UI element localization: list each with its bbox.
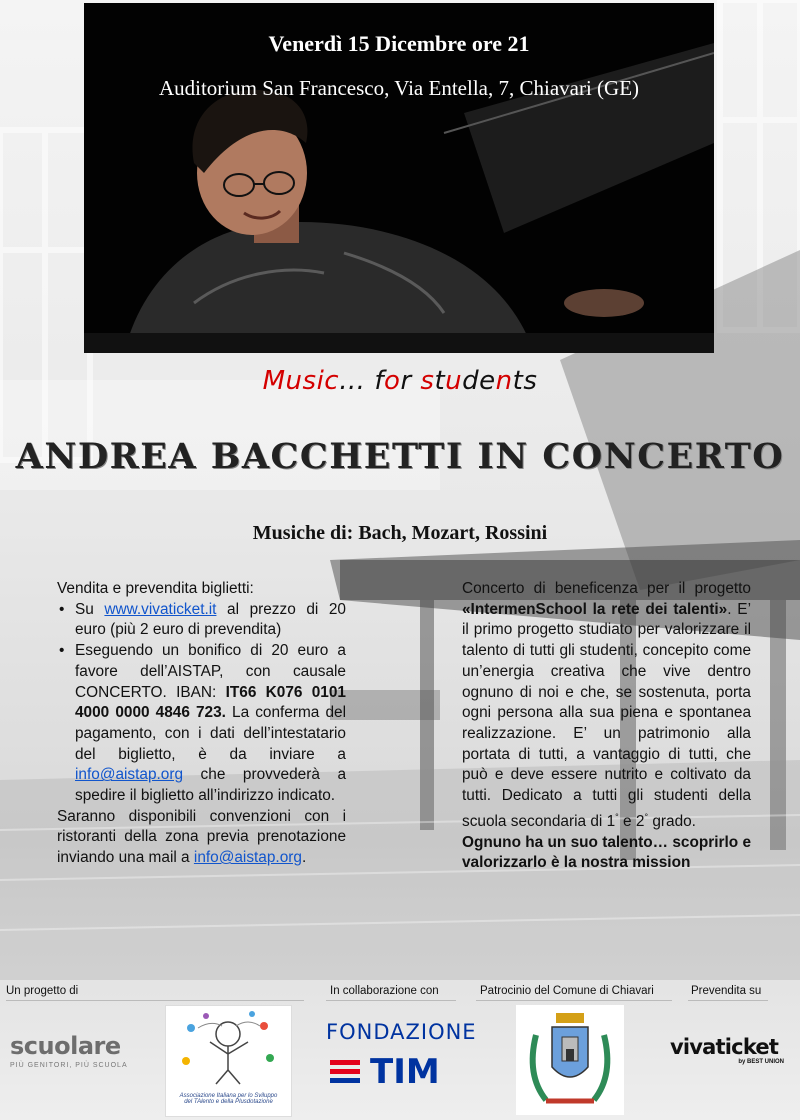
subtitle-part: ts: [512, 366, 538, 396]
aistap-email-link-2[interactable]: info@aistap.org: [193, 849, 302, 867]
subtitle-music-for-students: [0, 366, 800, 396]
scuolare-logo: [10, 1032, 160, 1072]
restaurants-end: .: [301, 849, 307, 867]
degree-sup-2: °: [644, 811, 649, 822]
aistap-email-link[interactable]: info@aistap.org: [75, 766, 184, 784]
vivaticket-sub: by BEST UNION: [738, 1059, 784, 1065]
ticket-item-prefix: Su: [75, 600, 105, 618]
scuolare-wordmark: scuolare: [10, 1032, 121, 1060]
bank-transfer-text: Eseguendo un bonifico di 20 euro a favore dell’AISTAP, con causale CONCERTO. IBAN:: [75, 642, 346, 701]
bank-transfer-end: che provvederà a spedire il biglietto all’indirizzo indicato.: [75, 766, 346, 805]
project-body-mid: e 2: [618, 812, 645, 830]
event-venue: Auditorium San Francesco, Via Entella, 7, Chiavari (GE): [158, 76, 640, 100]
ticket-item-suffix: al prezzo di 20 euro (più 2 euro di prevendita): [75, 600, 346, 639]
bank-transfer-confirm: La conferma del pagamento, con i dati dell’intestatario del biglietto, è da inviare a: [75, 704, 346, 763]
subtitle-part: f: [374, 366, 385, 396]
subtitle-part: M: [262, 366, 286, 396]
footer-label-presale: Prevendita su: [691, 985, 762, 997]
subtitle-part: u: [445, 366, 463, 396]
vivaticket-logo: [670, 1035, 790, 1075]
project-intro-end: .: [727, 600, 732, 618]
project-body-end: grado.: [648, 812, 696, 830]
tickets-list: [57, 600, 346, 807]
tickets-heading: Vendita e prevendita biglietti:: [57, 580, 254, 597]
subtitle-part: n: [495, 366, 513, 396]
subtitle-part: …: [339, 366, 375, 396]
footer-divider: [688, 1000, 768, 1001]
degree-sup-1: °: [615, 811, 619, 822]
scuolare-tagline: PIÙ GENITORI, PIÙ SCUOLA: [10, 1062, 128, 1069]
footer-label-project: Un progetto di: [6, 985, 79, 997]
fondazione-tim-logo: [326, 1020, 476, 1100]
pianist-photo: [84, 3, 714, 353]
coat-of-arms-icon: [516, 1005, 624, 1115]
aistap-caption-1: Associazione Italiana per lo Sviluppo: [179, 1093, 278, 1099]
aistap-illustration: [166, 1006, 291, 1088]
bullet-icon: •: [59, 600, 65, 618]
restaurants-note: [57, 807, 346, 869]
subtitle-part: o: [384, 366, 401, 396]
concert-headline: ANDREA BACCHETTI IN CONCERTO: [15, 436, 785, 477]
event-date-time: Venerdì 15 Dicembre ore 21: [268, 31, 530, 56]
footer-divider: [476, 1000, 672, 1001]
tim-mark-icon: [326, 1054, 366, 1090]
vivaticket-link[interactable]: www.vivaticket.it: [104, 600, 217, 618]
subtitle-part: de: [462, 366, 496, 396]
subtitle-part: r: [400, 366, 421, 396]
project-section: [462, 579, 751, 874]
footer-label-patronage: Patrocinio del Comune di Chiavari: [480, 985, 654, 997]
project-body: E’ il primo progetto studiato per valorizzare il talento di tutti gli studenti, concepito come un’energia creativa che vive dentro ognuno di noi e che, se sostenuta, porta ogni persona alla sua piena e spontanea realizzazione. E’ un patrimonio alla portata di tutti, a vantaggio di tutti, che può e deve essere nutrito e coltivato da tutti. Dedicato a tutti gli studenti della scuola secondaria di 1: [462, 600, 751, 830]
vivaticket-wordmark: vivaticket: [670, 1035, 779, 1059]
chiavari-coat-of-arms: [516, 1005, 624, 1115]
tim-word: TIM: [370, 1052, 440, 1092]
subtitle-part: usic: [285, 366, 340, 396]
footer-divider: [6, 1000, 304, 1001]
restaurants-text: Saranno disponibili convenzioni con i ristoranti della zona previa prenotazione inviando una mail a: [57, 807, 346, 867]
iban-code: IT66 K076 0101 4000 0000 4846 723.: [75, 683, 346, 722]
composers-line: Musiche di: Bach, Mozart, Rossini: [252, 522, 548, 544]
subtitle-part: s: [420, 366, 435, 396]
subtitle-part: t: [434, 366, 446, 396]
footer-label-collab: In collaborazione con: [330, 985, 439, 997]
project-description: [462, 579, 751, 833]
footer-divider: [326, 1000, 456, 1001]
aistap-logo: [165, 1005, 292, 1117]
project-closing: Ognuno ha un suo talento… scoprirlo e valorizzarlo è la nostra mission: [462, 833, 752, 872]
aistap-caption-2: del TAlento e della Plusdotazione: [184, 1099, 273, 1105]
bullet-icon: •: [59, 642, 65, 660]
project-name: «IntermenSchool la rete dei talenti»: [462, 600, 728, 618]
list-item: [57, 641, 346, 807]
fondazione-word: FONDAZIONE: [326, 1020, 477, 1044]
project-intro: Concerto di beneficenza per il progetto: [462, 580, 751, 597]
tickets-section: [57, 579, 346, 869]
list-item: [57, 600, 346, 641]
